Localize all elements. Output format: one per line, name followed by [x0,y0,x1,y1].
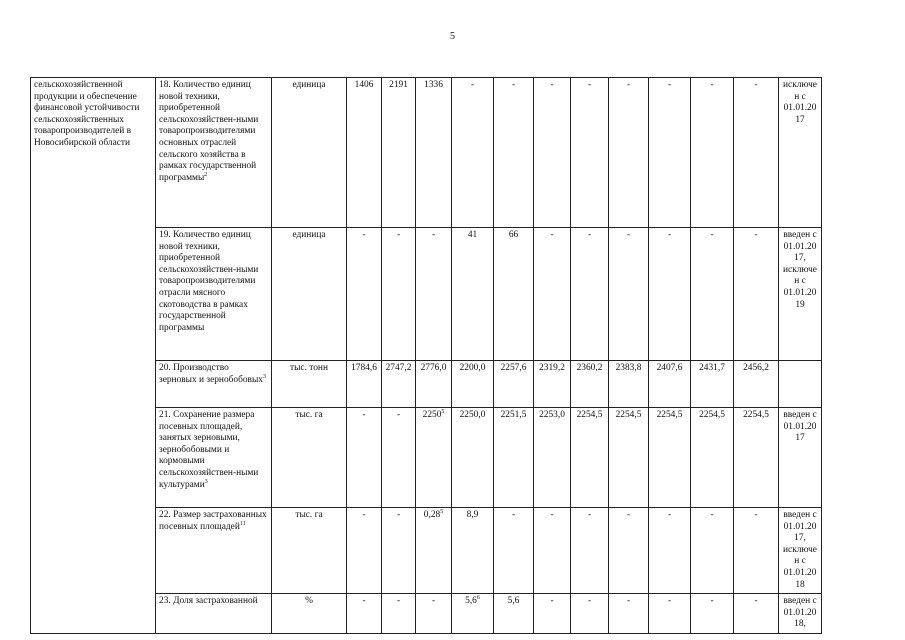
value: 2257,6 [500,363,527,373]
table-row [31,508,901,594]
value: - [396,510,401,520]
value: 2319,2 [539,363,565,373]
value-cell [649,228,691,361]
value-cell [494,228,534,361]
value: - [587,80,592,90]
footnote-marker: 5 [440,508,444,515]
indicator-name-cell [156,408,272,508]
unit-cell: % [272,594,347,634]
value-cell [734,78,779,228]
value: 2251,5 [500,410,527,420]
value-cell [494,508,534,594]
value-cell [691,594,734,634]
unit-cell: единица [272,78,347,228]
value: - [396,410,401,420]
indicator-name-cell [156,361,272,408]
value-cell [382,228,416,361]
value: - [362,596,366,607]
value: 1784,6 [351,363,377,373]
value-cell [452,78,494,228]
value-cell [347,78,382,228]
value-cell [347,228,382,361]
value-cell [609,594,649,634]
value-cell [734,508,779,594]
footnote-marker: 3 [262,373,266,380]
value: - [754,230,758,240]
value-cell [649,361,691,408]
value: - [362,230,366,240]
value-cell [649,78,691,228]
value: - [470,80,475,90]
value-cell [416,408,452,508]
value-cell [571,408,609,508]
value: - [626,230,631,240]
value: - [626,510,631,520]
value-cell [609,508,649,594]
unit-cell: единица [272,228,347,361]
value: - [667,596,672,607]
value-cell [347,361,382,408]
indicator-name-cell [156,228,272,361]
indicator-name-cell [156,78,272,228]
value: - [667,80,672,90]
indicator-name: 21. Сохранение размера посевных площадей, занятых зерновыми, зернобобовыми и кормовыми сельскохозяйствен-ными культурами [159,410,259,490]
value-cell [347,508,382,594]
value: - [710,230,714,240]
value-cell [452,508,494,594]
value-cell [691,228,734,361]
indicators-table [30,77,901,634]
value-cell [691,408,734,508]
value-cell [347,594,382,634]
value: 2254,5 [615,410,642,420]
value: 2254,5 [743,410,769,420]
value-cell [382,508,416,594]
value-cell [649,408,691,508]
value-cell [691,508,734,594]
value: 1336 [424,80,443,90]
value-cell [494,78,534,228]
value-cell [382,594,416,634]
value: - [587,230,592,240]
table-row [31,594,901,634]
note-cell: введен с 01.01.2018, [779,594,822,634]
value: - [587,596,592,607]
value-cell [534,408,571,508]
value: - [626,80,631,90]
unit-cell: тыс. га [272,408,347,508]
footnote-marker: 11 [239,520,246,527]
indicator-name-cell [156,594,272,634]
value-cell [609,78,649,228]
value: - [587,510,592,520]
value-cell [734,361,779,408]
value-cell [609,361,649,408]
value: - [550,510,554,520]
value-cell [571,508,609,594]
value-cell [416,78,452,228]
value: 2254,5 [699,410,725,420]
value-cell [452,594,494,634]
value: - [431,596,436,607]
value: 2250,0 [459,410,486,420]
value-cell [534,78,571,228]
value-cell [609,228,649,361]
value: - [550,230,554,240]
table-row [31,408,901,508]
value: - [362,410,366,420]
value: 2383,8 [615,363,642,373]
value: - [754,510,758,520]
value: 2456,2 [743,363,769,373]
value: - [754,596,758,607]
value: 2360,2 [576,363,603,373]
value: 2200,0 [459,363,486,373]
value: - [710,510,714,520]
value-cell [649,594,691,634]
value-cell [534,228,571,361]
value: - [431,230,436,240]
value-cell [382,408,416,508]
indicator-name: 23. Доля застрахованной [159,596,258,607]
value: 2254,5 [656,410,683,420]
note-cell: введен с 01.01.2017, исключен с 01.01.2019 [779,228,822,361]
value-cell [734,594,779,634]
value-cell [534,361,571,408]
value: 66 [508,230,519,240]
indicator-name: 22. Размер застрахованных посевных площадей [159,510,267,532]
indicator-name: 18. Количество единиц новой техники, приобретенной сельскохозяйствен-ными товаропроизводителями основных отраслей сельского хозяйства в рамках государственной программы [159,80,259,183]
value: - [667,230,672,240]
value: - [754,80,758,90]
value-cell [571,361,609,408]
unit-cell: тыс. тонн [272,361,347,408]
value: 5,6 [465,596,477,607]
value: - [362,510,366,520]
note-cell: введен с 01.01.2017 [779,408,822,508]
value-cell [571,78,609,228]
value-cell [691,78,734,228]
footnote-marker: 5 [441,408,445,415]
value-cell [382,78,416,228]
note-cell: исключен с 01.01.2017 [779,78,822,228]
value: - [511,510,516,520]
value: - [550,596,554,607]
table-row [31,78,901,228]
footnote-marker: 3 [204,478,208,485]
value: - [626,596,631,607]
value-cell [416,594,452,634]
value-cell [571,594,609,634]
value-cell [734,408,779,508]
value-cell [494,361,534,408]
value-cell [571,228,609,361]
note-cell: введен с 01.01.2017, исключен с 01.01.2018 [779,508,822,594]
page-number: 5 [450,31,455,42]
value: - [710,596,714,607]
value: - [396,230,401,240]
value-cell [494,594,534,634]
value: 8,9 [466,510,479,520]
value-cell [382,361,416,408]
value: 0,28 [423,510,441,520]
value-cell [347,408,382,508]
value: - [710,80,714,90]
value-cell [416,228,452,361]
value-cell [734,228,779,361]
value: - [511,80,516,90]
value: 2254,5 [576,410,603,420]
value: 2250 [422,410,442,420]
value: - [667,510,672,520]
value-cell [691,361,734,408]
value: 2191 [389,80,408,90]
value-cell [452,361,494,408]
value: 1406 [354,80,374,90]
value-cell [494,408,534,508]
table-row [31,361,901,408]
value-cell [534,594,571,634]
indicator-name: 19. Количество единиц новой техники, приобретенной сельскохозяйствен-ными товаропроизводителями отрасли мясного скотоводства в рамках государственной программы [159,230,259,333]
value: 2431,7 [699,363,725,373]
value: - [396,596,401,607]
value-cell [452,408,494,508]
footnote-marker: 6 [476,595,480,602]
value: 2407,6 [656,363,683,373]
unit-cell: тыс. га [272,508,347,594]
value-cell [534,508,571,594]
goal-cell: сельскохозяйственной продукции и обеспечение финансовой устойчивости сельскохозяйственных товаропроизводителей в Новосибирской области [31,78,156,634]
value-cell [609,408,649,508]
value-cell [416,361,452,408]
indicator-name-cell [156,508,272,594]
value-cell [416,508,452,594]
value: 2747,2 [385,363,412,373]
value-cell [452,228,494,361]
value: 2253,0 [539,410,565,420]
footnote-marker: 2 [204,171,208,178]
value: 2776,0 [420,363,447,373]
note-cell [779,361,822,408]
table-row [31,228,901,361]
value: - [550,80,554,90]
value-cell [649,508,691,594]
value: 41 [467,230,478,240]
indicator-name: 20. Производство зерновых и зернобобовых [159,363,263,385]
value: 5,6 [507,596,520,607]
